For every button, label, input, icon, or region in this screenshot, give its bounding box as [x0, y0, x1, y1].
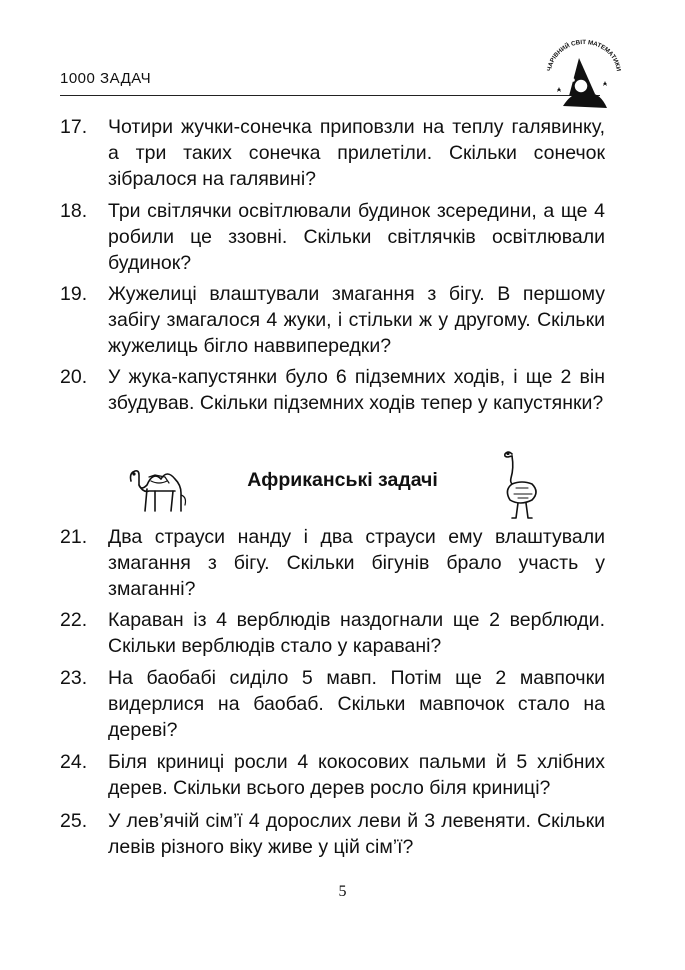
problem-number: 17.: [60, 116, 88, 138]
problem-item: [60, 808, 605, 860]
page-number: 5: [338, 883, 347, 900]
problem-number: 24.: [60, 751, 88, 773]
problem-item: [60, 665, 605, 743]
logo-lettering: ЧАРІВНИЙ СВІТ МАТЕМАТИКИ: [546, 38, 622, 72]
problem-item: [60, 749, 605, 801]
problem-number: 22.: [60, 609, 88, 631]
ostrich-icon: [498, 448, 543, 520]
problem-text: Біля криниці росли 4 кокосових пальми й 5 хлібних дерев. Скільки всього дерев росло біля криниці?: [108, 751, 605, 799]
problem-item: [60, 607, 605, 659]
problem-text: У жука-капустянки було 6 підземних ходів, і ще 2 він збудував. Скільки підземних ходів тепер у капустянки?: [108, 366, 605, 414]
problem-number: 18.: [60, 200, 88, 222]
svg-text:ЧАРІВНИЙ СВІТ МАТЕМАТИКИ: [546, 39, 622, 72]
problem-number: 19.: [60, 283, 88, 305]
running-header: 1000 ЗАДАЧ: [60, 70, 152, 87]
section-title: Африканські задачі: [247, 469, 438, 491]
problem-number: 23.: [60, 667, 88, 689]
problem-item: [60, 364, 605, 416]
problem-text: Чотири жучки-сонечка приповзли на теплу галявинку, а три таких сонечка прилетіли. Скільки сонечок зібралося на галявині?: [108, 116, 605, 190]
problem-text: Два страуси нанду і два страуси ему влаштували змагання з бігу. Скільки бігунів брало участь у змаганні?: [108, 526, 605, 600]
problem-text: Жужелиці влаштували змагання з бігу. В першому забігу змагалося 4 жуки, і стільки ж у другому. Скільки жужелиць бігло наввипередки?: [108, 283, 605, 357]
problem-item: [60, 524, 605, 602]
header-rule: [60, 95, 600, 96]
problem-text: Три світлячки освітлювали будинок зсередини, а ще 4 робили це ззовні. Скільки світлячків освітлювали будинок?: [108, 200, 605, 274]
wizard-logo-icon: [543, 34, 625, 114]
problem-text: У лев’ячій сім’ї 4 дорослих леви й 3 левеняти. Скільки левів різного віку живе у цій сім’ї?: [108, 810, 605, 858]
problem-item: [60, 114, 605, 192]
problem-number: 25.: [60, 810, 88, 832]
problem-item: [60, 281, 605, 359]
problem-text: На баобабі сиділо 5 мавп. Потім ще 2 мавпочки видерлися на баобаб. Скільки мавпочок стало на дереві?: [108, 667, 605, 741]
problem-number: 20.: [60, 366, 88, 388]
problem-number: 21.: [60, 526, 88, 548]
problem-text: Караван із 4 верблюдів наздогнали ще 2 верблюди. Скільки верблюдів стало у каравані?: [108, 609, 605, 657]
problem-item: [60, 198, 605, 276]
